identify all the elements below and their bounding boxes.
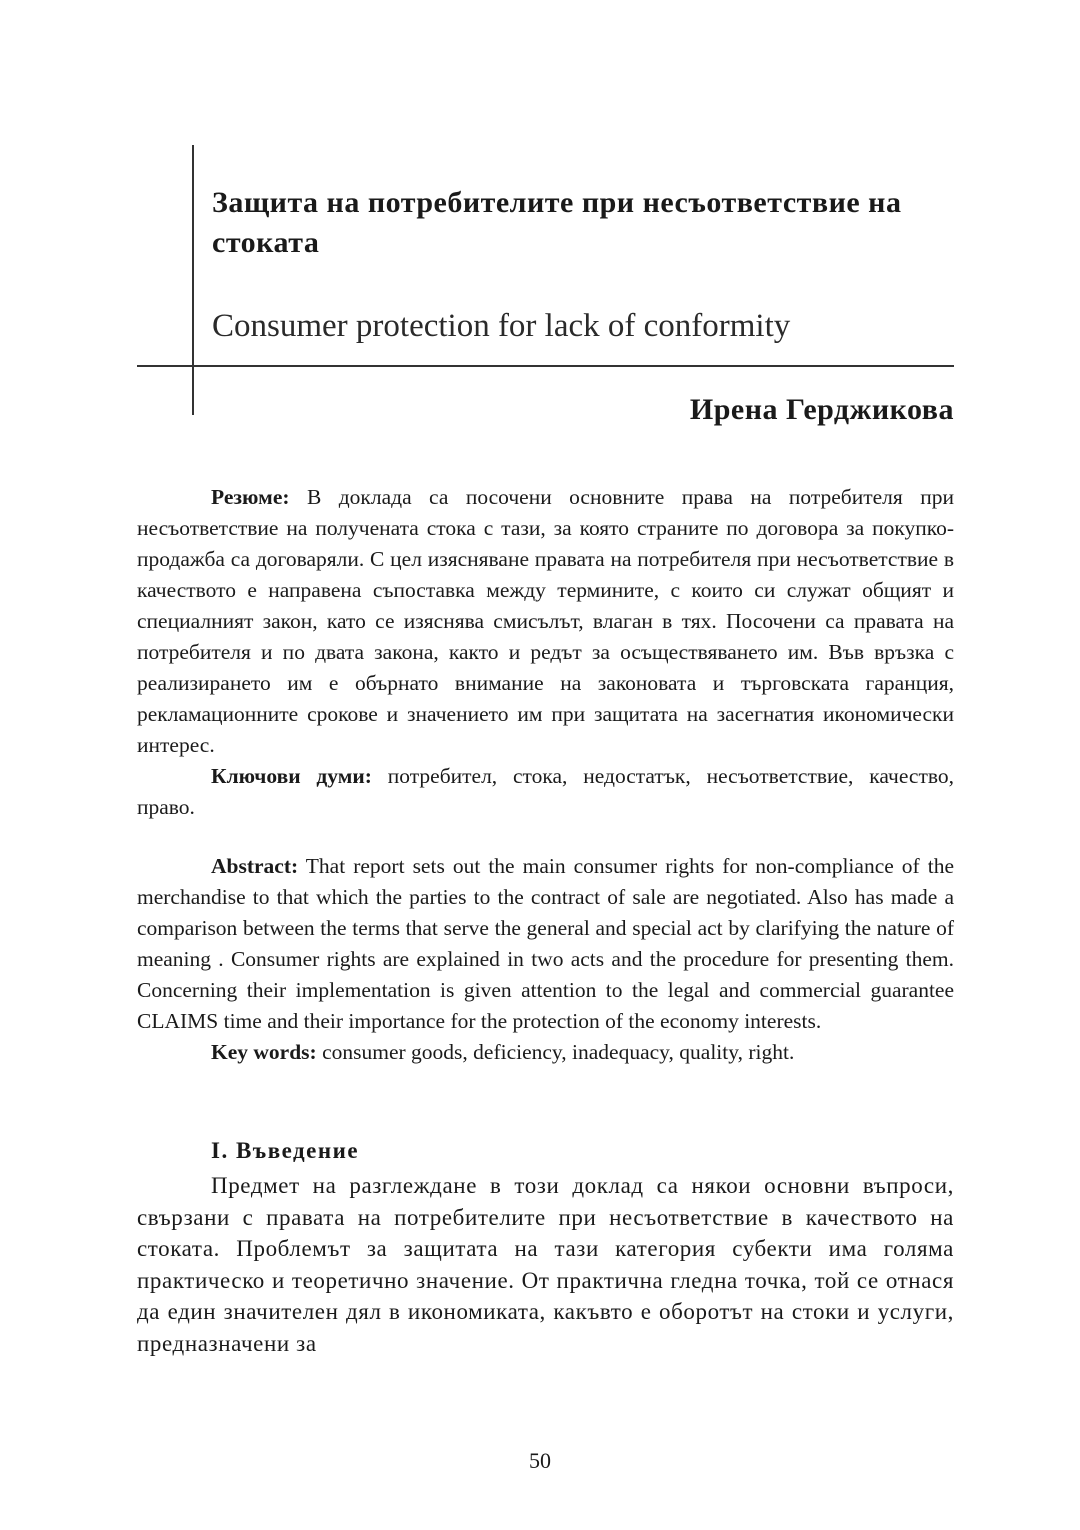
summary-paragraph	[137, 482, 954, 761]
keywords-en-paragraph	[137, 1037, 954, 1068]
title-bulgarian: Защита на потребителите при несъответствие на стоката	[212, 186, 902, 259]
keywords-bg-paragraph	[137, 761, 954, 823]
introduction-body	[137, 1170, 954, 1359]
summary-label: Резюме:	[211, 485, 290, 509]
section-heading-introduction: I. Въведение	[211, 1138, 360, 1163]
keywords-bg-label: Ключови думи:	[211, 764, 372, 788]
keywords-bg-text: потребител, стока, недостатък, несъответствие, качество, право.	[137, 764, 954, 819]
introduction-paragraph: Предмет на разглеждане в този доклад са някои основни въпроси, свързани с правата на потребителите при несъответствие в качеството на стоката. Проблемът за защитата на тази категория субекти има голяма практическо и теоретично значение. От практична гледна точка, той се отнася да един значителен дял в икономиката, какъвто е оборотът на стоки и услуги, предназначени за	[137, 1173, 954, 1356]
english-abstract-block	[137, 851, 954, 1068]
keywords-en-label: Key words:	[211, 1040, 317, 1064]
title-horizontal-rule	[137, 365, 954, 367]
bulgarian-summary-block	[137, 482, 954, 823]
summary-text: В доклада са посочени основните права на потребителя при несъответствие на получената стока с тази, за която страните по договора за покупко-продажба са договаряли. С цел изясняване правата на потребителя при несъответствие в качеството е направена съпоставка между термините, с които си служат общият и специалният закон, като се изяснява смисълът, влаган в тях. Посочени са правата на потребителя и по двата закона, както и редът за осъществяването им. Във връзка с реализирането им е обърнато внимание на законовата и търговската гаранция, рекламационните срокове и значението им при защитата на засегнатия икономически интерес.	[137, 485, 954, 757]
page-number: 50	[529, 1448, 551, 1473]
title-vertical-rule	[192, 145, 194, 415]
keywords-en-text: consumer goods, deficiency, inadequacy, quality, right.	[316, 1040, 795, 1064]
abstract-label: Abstract:	[211, 854, 299, 878]
author-name: Ирена Герджикова	[689, 393, 954, 426]
abstract-text: That report sets out the main consumer rights for non-compliance of the merchandise to that which the parties to the contract of sale are negotiated. Also has made a comparison between the terms that serve the general and special act by clarifying the nature of meaning . Consumer rights are explained in two acts and the procedure for presenting them. Concerning their implementation is given attention to the legal and commercial guarantee CLAIMS time and their importance for the protection of the economy interests.	[137, 854, 954, 1033]
abstract-paragraph	[137, 851, 954, 1037]
title-english: Consumer protection for lack of conformity	[212, 308, 791, 344]
